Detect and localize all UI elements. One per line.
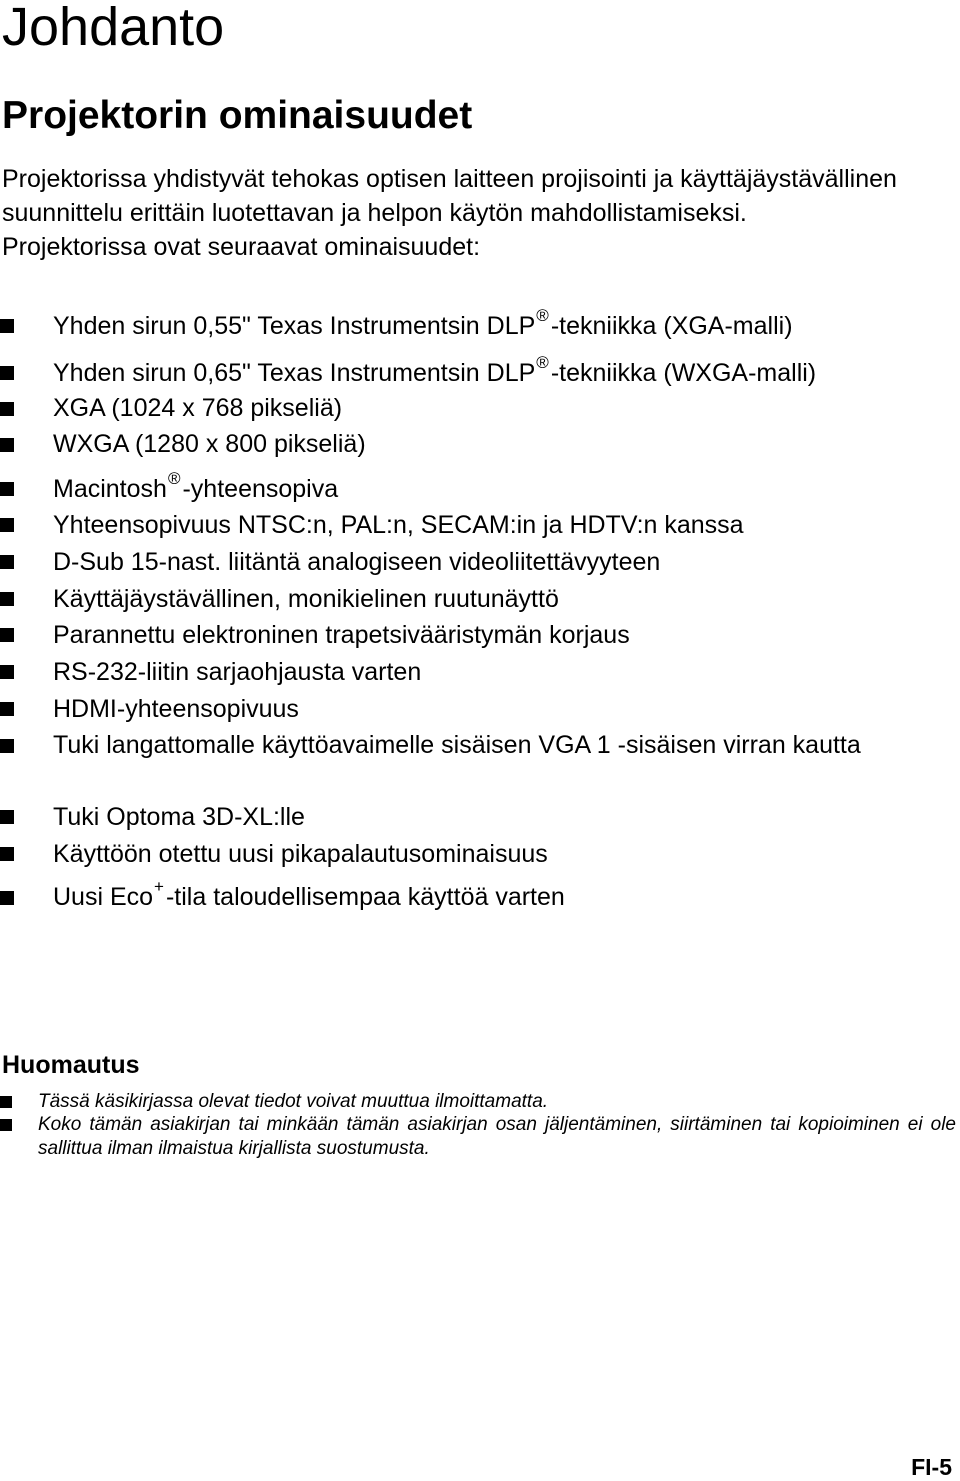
- feature-item: Yhteensopivuus NTSC:n, PAL:n, SECAM:in ja HDTV:n kanssa: [53, 511, 744, 539]
- feature-item: Käyttöön otettu uusi pikapalautusominaisuus: [53, 840, 548, 868]
- bullet-square-icon: [0, 438, 14, 452]
- bullet-square-icon: [0, 665, 14, 679]
- bullet-square-icon: [0, 592, 14, 606]
- feature-item: XGA (1024 x 768 pikseliä): [53, 394, 343, 422]
- feature-item: Tuki langattomalle käyttöavaimelle sisäisen VGA 1 -sisäisen virran kautta: [53, 731, 861, 759]
- registered-mark: ®: [167, 468, 181, 488]
- note-item: Koko tämän asiakirjan tai minkään tämän asiakirjan osan jäljentäminen, siirtäminen tai kopioiminen ei ole sallittua ilman ilmaistua kirjallista suostumusta.: [38, 1114, 956, 1159]
- bullet-square-icon: [0, 891, 14, 905]
- bullet-square-icon: [0, 628, 14, 642]
- feature-item: Yhden sirun 0,55" Texas Instrumentsin DLP®-tekniikka (XGA-malli): [53, 305, 793, 340]
- page-number: FI-5: [911, 1454, 952, 1480]
- feature-item: RS-232-liitin sarjaohjausta varten: [53, 658, 422, 686]
- plus-superscript: +: [154, 876, 164, 896]
- feature-item: Tuki Optoma 3D-XL:lle: [53, 803, 305, 831]
- registered-mark: ®: [536, 305, 549, 325]
- intro-paragraph-block: [2, 162, 942, 264]
- registered-mark: ®: [536, 352, 549, 372]
- bullet-square-icon: [0, 482, 14, 496]
- bullet-square-icon: [0, 518, 14, 532]
- feature-item: Parannettu elektroninen trapetsivääristymän korjaus: [53, 621, 630, 649]
- page-title: Johdanto: [2, 0, 225, 57]
- section-title: Projektorin ominaisuudet: [2, 94, 473, 137]
- bullet-square-icon: [0, 847, 14, 861]
- note-item: Tässä käsikirjassa olevat tiedot voivat muuttua ilmoittamatta.: [38, 1091, 549, 1112]
- bullet-square-icon: [0, 702, 14, 716]
- bullet-square-icon: [0, 1119, 12, 1131]
- bullet-square-icon: [0, 402, 14, 416]
- note-title: Huomautus: [2, 1051, 140, 1079]
- feature-item: HDMI-yhteensopivuus: [53, 695, 299, 723]
- bullet-square-icon: [0, 739, 14, 753]
- bullet-square-icon: [0, 810, 14, 824]
- bullet-square-icon: [0, 555, 14, 569]
- feature-item: Uusi Eco+-tila taloudellisempaa käyttöä varten: [53, 876, 565, 911]
- features-lead: Projektorissa ovat seuraavat ominaisuudet:: [2, 233, 481, 261]
- intro-paragraph: Projektorissa yhdistyvät tehokas optisen laitteen projisointi ja käyttäjäystävällinen suunnittelu erittäin luotettavan ja helpon käytön mahdollistamiseksi.: [2, 165, 897, 227]
- bullet-square-icon: [0, 1096, 12, 1108]
- feature-item: D-Sub 15-nast. liitäntä analogiseen videoliitettävyyteen: [53, 548, 661, 576]
- feature-item: WXGA (1280 x 800 pikseliä): [53, 430, 366, 458]
- feature-item: Yhden sirun 0,65" Texas Instrumentsin DLP®-tekniikka (WXGA-malli): [53, 352, 817, 387]
- bullet-square-icon: [0, 366, 14, 380]
- bullet-square-icon: [0, 319, 14, 333]
- feature-item: Käyttäjäystävällinen, monikielinen ruutunäyttö: [53, 585, 559, 613]
- feature-item: Macintosh®-yhteensopiva: [53, 468, 339, 503]
